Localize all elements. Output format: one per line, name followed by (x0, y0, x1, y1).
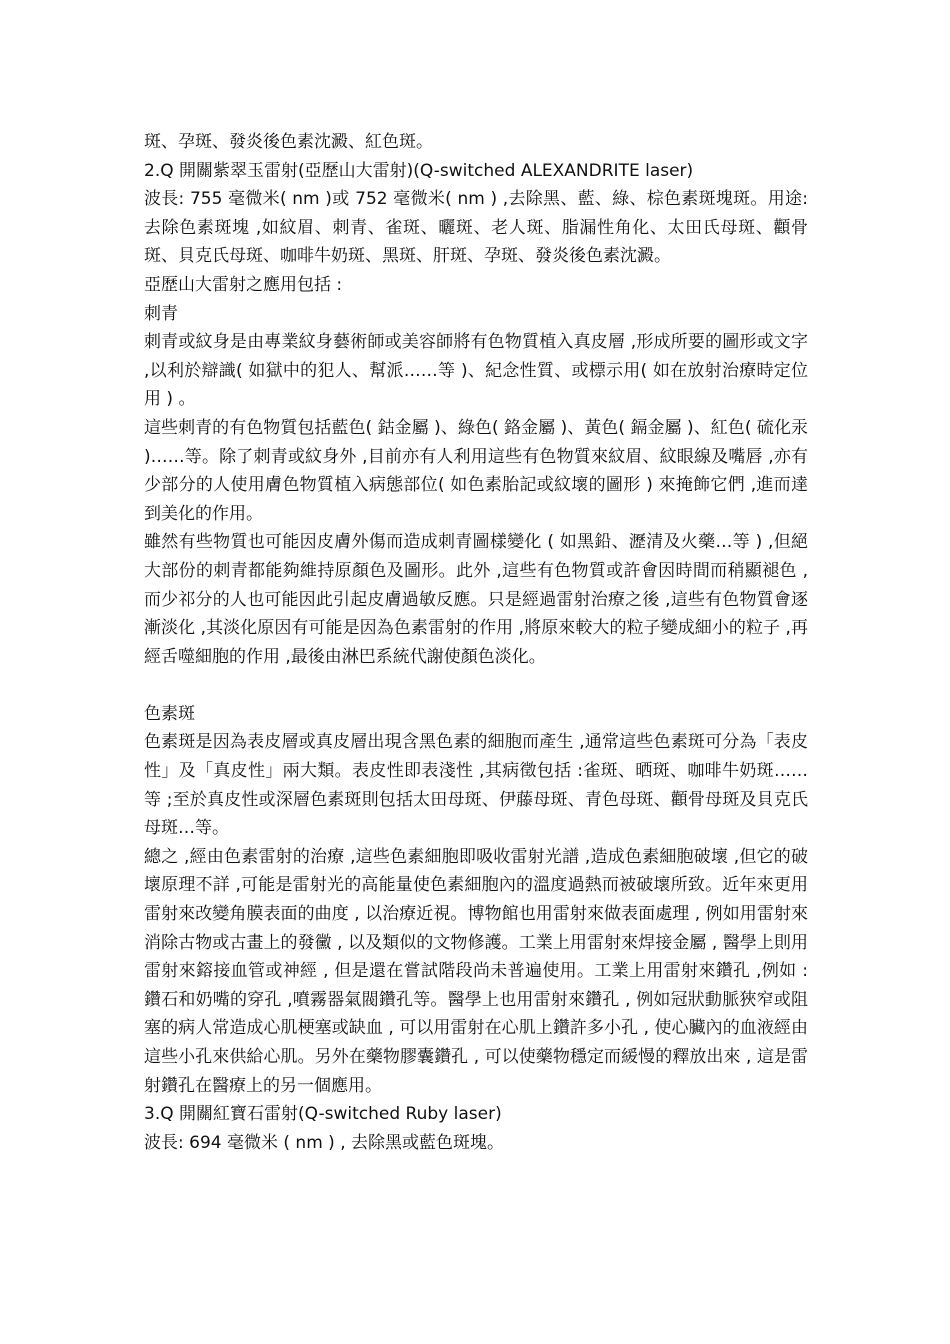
paragraph-pigment-spots-types: 色素斑是因為表皮層或真皮層出現含黑色素的細胞而產生 ,通常這些色素斑可分為「表皮性」及「真皮性」兩大類。表皮性即表淺性 ,其病徵包括 :雀斑、晒斑、咖啡牛奶斑……等 ;至於真皮性或深層色素斑則包括太田母斑、伊藤母斑、青色母斑、顴骨母斑及貝克氏母斑…等。 (144, 732, 808, 839)
heading-alexandrite-applications: 亞歷山大雷射之應用包括 : (144, 274, 343, 295)
paragraph-ruby-wavelength: 波長: 694 毫微米 ( nm ) , 去除黑或藍色斑塊。 (144, 1132, 505, 1153)
paragraph-laser-summary: 總之 ,經由色素雷射的治療 ,這些色素細胞即吸收雷射光譜 ,造成色素細胞破壞 ,但它的破壞原理不詳 ,可能是雷射光的高能量使色素細胞內的溫度過熱而被破壞所致。近年來更用雷射來改變角膜表面的曲度 , 以治療近視。博物館也用雷射來做表面處理 , 例如用雷射來消除古物或古畫上的發黴 , 以及類似的文物修護。工業上用雷射來焊接金屬 , 醫學上則用雷射來鎔接血管或神經 , 但是還在嘗試階段尚未普遍使用。工業上用雷射來鑽孔 ,例如 :鑽石和奶嘴的穿孔 ,噴霧器氣閥鑽孔等。醫學上也用雷射來鑽孔 , 例如冠狀動脈狹窄或阻塞的病人常造成心肌梗塞或缺血 , 可以用雷射在心肌上鑽許多小孔 , 使心臟內的血液經由這些小孔來供給心肌。另外在藥物膠囊鑽孔 , 可以使藥物穩定而緩慢的釋放出來 , 這是雷射鑽孔在醫療上的另一個應用。 (144, 846, 808, 1096)
paragraph-alexandrite-wavelength: 波長: 755 毫微米( nm )或 752 毫微米( nm ) ,去除黑、藍、綠、棕色素斑塊斑。用途: 去除色素斑塊 ,如紋眉、刺青、雀斑、曬斑、老人斑、脂漏性角化、太田氏母斑、顴骨斑、貝克氏母斑、咖啡牛奶斑、黑斑、肝斑、孕斑、發炎後色素沈澱。 (144, 189, 808, 267)
paragraph-continuation: 斑、孕斑、發炎後色素沈澱、紅色斑。 (144, 132, 433, 152)
heading-tattoo: 刺青 (144, 303, 178, 324)
document-body (144, 128, 808, 1157)
paragraph-tattoo-pigments: 這些刺青的有色物質包括藍色( 鈷金屬 )、綠色( 鉻金屬 )、黃色( 鎘金屬 )、紅色( 硫化汞 )……等。除了刺青或紋身外 ,目前亦有人利用這些有色物質來紋眉、紋眼線及嘴唇 ,亦有少部分的人使用膚色物質植入病態部位( 如色素胎記或紋壞的圖形 ) 來掩飾它們 ,進而達到美化的作用。 (144, 417, 808, 524)
heading-ruby-laser: 3.Q 開關紅寶石雷射(Q-switched Ruby laser) (144, 1104, 502, 1125)
heading-alexandrite-laser: 2.Q 開關紫翠玉雷射(亞歷山大雷射)(Q-switched ALEXANDRITE laser) (144, 160, 694, 181)
paragraph-tattoo-fading: 雖然有些物質也可能因皮膚外傷而造成刺青圖樣變化 ( 如黑鉛、瀝清及火藥…等 ) ,但絕大部份的刺青都能夠維持原顏色及圖形。此外 ,這些有色物質或許會因時間而稍顯褪色 ,而少祁分的人也可能因此引起皮膚過敏反應。只是經過雷射治療之後 ,這些有色物質會逐漸淡化 ,其淡化原因有可能是因為色素雷射的作用 ,將原來較大的粒子變成細小的粒子 ,再經舌噬細胞的作用 ,最後由淋巴系統代謝使顏色淡化。 (144, 532, 808, 667)
paragraph-tattoo-definition: 刺青或紋身是由專業紋身藝術師或美容師將有色物質植入真皮層 ,形成所要的圖形或文字 ,以利於辯識( 如獄中的犯人、幫派……等 )、紀念性質、或標示用( 如在放射治療時定位用 ) 。 (144, 332, 808, 410)
heading-pigment-spots: 色素斑 (144, 703, 195, 724)
blank-line (144, 671, 808, 700)
